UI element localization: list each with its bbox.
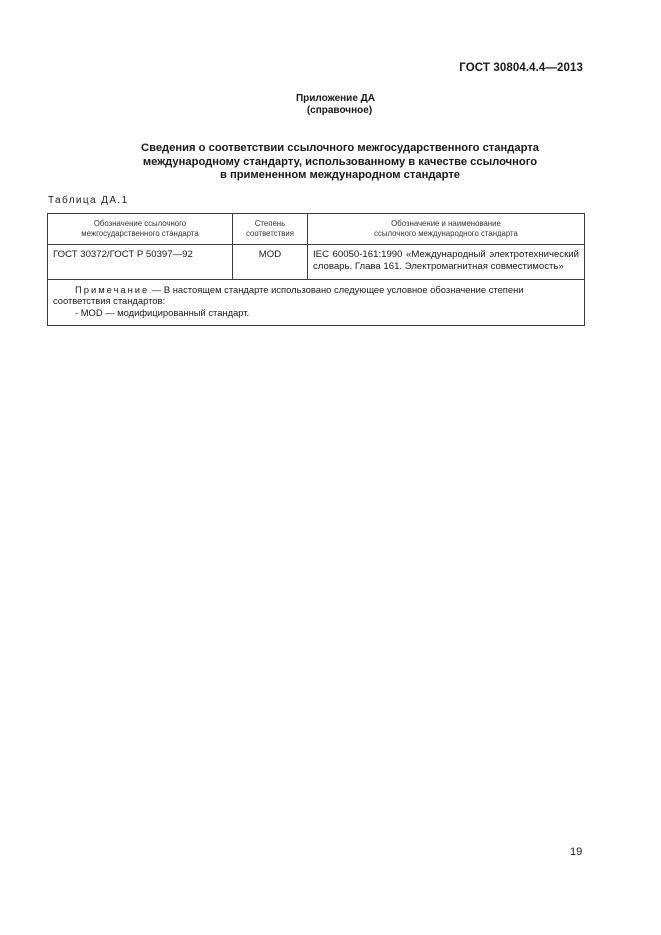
note-label: Примечание: [75, 283, 150, 295]
header-col2-line1: Степень: [254, 219, 286, 228]
table-caption: Таблица ДА.1: [48, 195, 129, 206]
cell-international-name: IEC 60050-161:1990 «Международный электротехнический словарь. Глава 161. Электромагнитная совместимость»: [308, 245, 585, 280]
note-text: В настоящем стандарте использовано следующее условное обозначение степени соответствия стандартов:: [53, 283, 524, 307]
cell-degree: MOD: [233, 245, 308, 280]
table-note-row: [48, 279, 585, 325]
appendix-subtitle: (справочное): [306, 105, 373, 116]
header-degree: [233, 214, 308, 245]
table-row: [48, 245, 585, 280]
header-col1-line1: Обозначение ссылочного: [93, 219, 187, 228]
appendix-title: Приложение ДА: [295, 93, 376, 104]
table-note: [48, 279, 585, 325]
page-number: 19: [570, 846, 583, 858]
header-col3-line1: Обозначение и наименование: [391, 219, 501, 228]
heading-line-3: в примененном международном стандарте: [219, 169, 461, 181]
cell-standard: ГОСТ 30372/ГОСТ Р 50397—92: [48, 245, 233, 280]
correspondence-table: [47, 213, 585, 326]
heading-line-1: Сведения о соответствии ссылочного межгосударственного стандарта: [141, 142, 539, 154]
note-dash: —: [149, 283, 164, 295]
note-item: - MOD — модифицированный стандарт.: [75, 307, 250, 319]
header-col1-line2: межгосударственного стандарта: [81, 229, 199, 238]
header-col3-line2: ссылочного международного стандарта: [374, 229, 518, 238]
header-international-standard: [308, 214, 585, 245]
section-heading: [80, 142, 600, 183]
table-header-row: [48, 214, 585, 245]
header-reference-standard: [48, 214, 233, 245]
header-col2-line2: соответствия: [246, 229, 294, 238]
document-code: ГОСТ 30804.4.4—2013: [459, 62, 583, 74]
appendix-heading: [0, 93, 661, 117]
heading-line-2: международному стандарту, использованному в качестве ссылочного: [142, 155, 538, 168]
